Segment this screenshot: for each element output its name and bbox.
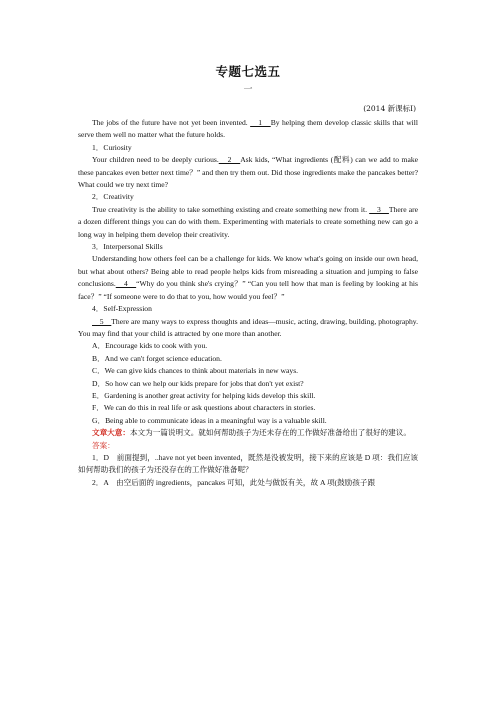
option-g: G．Being able to communicate ideas in a meaningful way is a valuable skill. [92,415,327,425]
summary [78,427,418,439]
heading-creativity: 2．Creativity [92,192,134,202]
option-b: B．And we can't forget science education. [92,353,222,363]
section-numeral: 一 [243,85,253,95]
answer-2: 2．A 由空后面的 ingredients，pancakes 可知，此处与做饭有关，故 A 项(鼓励孩子跟 [92,477,376,487]
option-c: C．We can give kids chances to think about materials in new ways. [92,366,299,376]
paragraph-4: Understanding how others feel can be a challenge for kids. We know what's going on inside our own head, but what about others? Being able to read people helps kids from misreading a situation and jumping to false conclusions. 4 “Why do you think she's crying？” “Can you tell how that man is feeling by looking at his face？” “If someone were to do that to you, how would you feel？” [78,254,418,301]
source-note: (2014 新课标Ⅰ) [363,104,416,113]
page-title: 专题七选五 [215,64,281,79]
answer-1: 1．D 前面提到，..have not yet been invented，既然是没被发明，接下来的应该是 D 项：我们应该如何帮助我们的孩子为还没存在的工作做好准备呢？ [78,452,418,475]
blank-4: 4 [115,279,137,289]
option-d: D．So how can we help our kids prepare for jobs that don't yet exist? [92,378,304,388]
option-e: E．Gardening is another great activity for helping kids develop this skill. [92,390,316,400]
paragraph-5: 5 There are many ways to express thoughts and ideas—music, acting, drawing, building, photography. You may find that your child is attracted by one more than another. [78,316,419,338]
blank-5: 5 [92,316,112,326]
blank-3: 3 [369,204,389,214]
heading-interpersonal-skills: 3．Interpersonal Skills [92,242,163,252]
blank-2: 2 [218,155,241,165]
option-a: A．Encourage kids to cook with you. [92,341,208,351]
paragraph-2: Your children need to be deeply curious. 2 Ask kids, “What ingredients (配料) can we add to make these pancakes even better next time？” and then try them out. Did those ingredients make the pancakes better? What could we try next time? [78,155,419,190]
summary-label: 文章大意： [92,428,130,438]
paragraph-1: The jobs of the future have not yet been invented. 1 By helping them develop classic skills that will serve them well no matter what the future holds. [78,118,419,140]
paragraph-3: True creativity is the ability to take something existing and create something new from it. 3 There are a dozen different things you can do with them. Experimenting with materials to create something new can go a long way in helping them develop their creativity. [78,204,419,239]
option-f: F．We can do this in real life or ask questions about characters in stories. [92,403,316,413]
heading-self-expression: 4．Self-Expression [92,304,152,314]
answer-label: 答案： [92,440,115,450]
summary-text: 本文为一篇说明文。就如何帮助孩子为还未存在的工作做好准备给出了很好的建议。 [129,428,411,438]
heading-curiosity: 1．Curiosity [92,142,132,152]
blank-1: 1 [250,118,271,127]
passage-body [78,117,418,489]
